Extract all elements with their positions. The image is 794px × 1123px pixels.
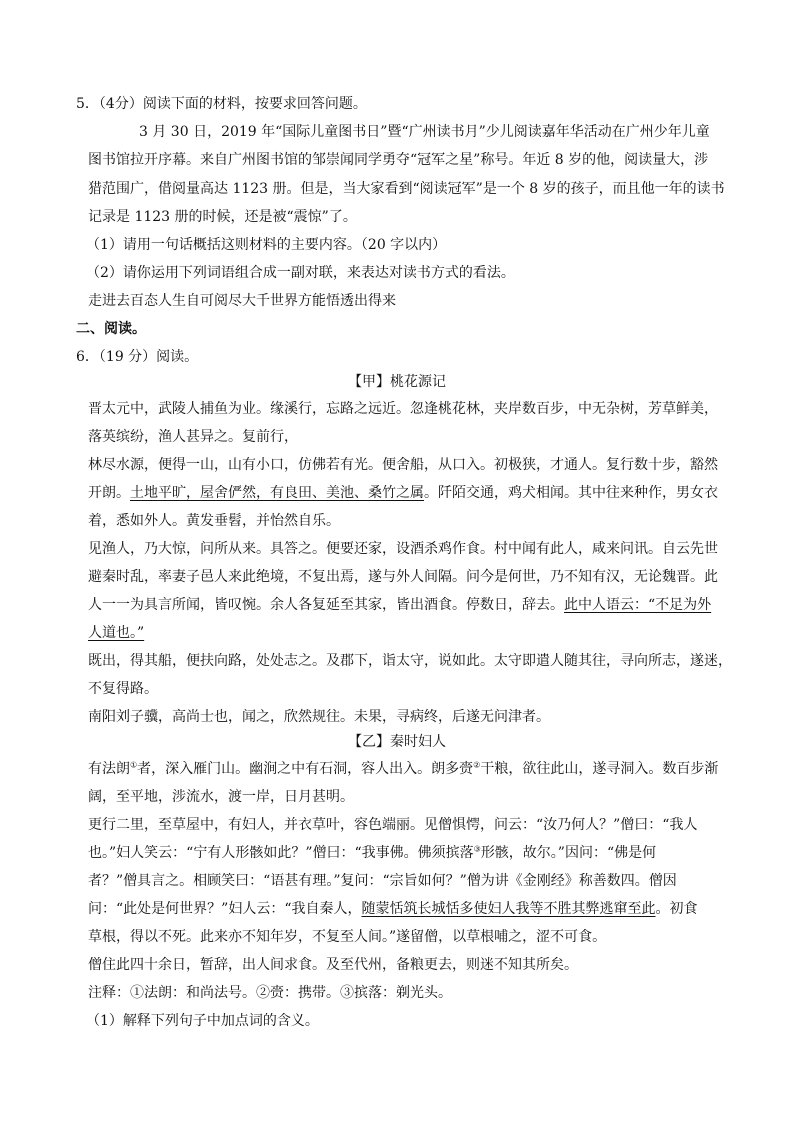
passage-jia-line [88, 484, 718, 502]
passage-jia-line: 避秦时乱，率妻子邑人来此绝境，不复出焉，遂与外人间隔。问今是何世，乃不知有汉，无论魏晋。此 [88, 569, 718, 585]
q5-subquestion-2: （2）请你运用下列词语组合成一副对联，来表达对读书方式的看法。 [86, 265, 515, 281]
q5-material-line: 记录是 1123 册的时候，还是被“震惊”了。 [88, 209, 357, 225]
q6-subquestion-1: （1）解释下列句子中加点词的含义。 [86, 1013, 319, 1029]
underlined-sentence: 随蒙恬筑长城恬多使妇人我等不胜其弊逃窜至此 [361, 901, 656, 917]
passage-jia-line: 既出，得其船，便扶向路，处处志之。及郡下，诣太守，说如此。太守即遣人随其往，寻向所志，遂迷， [88, 653, 732, 669]
passage-jia-line [88, 624, 144, 642]
footnote-marker: ② [473, 760, 481, 770]
passage-jia-line: 落英缤纷，渔人甚异之。复前行， [88, 429, 298, 445]
passage-jia-line: 林尽水源，便得一山，山有小口，仿佛若有光。便舍船，从口入。初极狭，才通人。复行数十步，豁然 [88, 457, 718, 473]
text-segment: 开朗。 [88, 485, 130, 501]
passage-yi-line: 更行二里，至草屋中，有妇人，并衣草叶，容色端丽。见僧惧愕，问云：“汝乃何人？”僧曰：“我人 [88, 817, 698, 833]
text-segment: 形骸，故尔。”因问：“佛是何 [480, 845, 657, 861]
text-segment: 也。”妇人笑云：“宁有人形骸如此？”僧曰：“我事佛。佛须摈落 [88, 845, 474, 861]
passage-jia-line: 晋太元中，武陵人捕鱼为业。缘溪行，忘路之远近。忽逢桃花林，夹岸数百步，中无杂树，芳草鲜美， [88, 401, 718, 417]
section-2-heading: 二、阅读。 [76, 321, 146, 337]
passage-jia-line: 不复得路。 [88, 681, 158, 697]
footnotes: 注释：①法朗：和尚法号。②赍：携带。③摈落：剃光头。 [88, 985, 452, 1001]
passage-jia-line [88, 596, 711, 614]
underlined-sentence: 土地平旷，屋舍俨然，有良田、美池、桑竹之属 [130, 485, 424, 501]
passage-yi-line [88, 900, 697, 918]
passage-yi-title: 【乙】秦时妇人 [348, 734, 446, 750]
text-segment: 者，深入雁门山。幽涧之中有石洞，容人出入。朗多赍 [137, 761, 474, 777]
text-segment: 有法朗 [88, 761, 130, 777]
text-segment: 干粮，欲往此山，遂寻洞入。数百步渐 [480, 761, 719, 777]
passage-jia-line: 着，悉如外人。黄发垂髫，并怡然自乐。 [88, 513, 340, 529]
q5-subquestion-1: （1）请用一句话概括这则材料的主要内容。（20 字以内） [86, 237, 447, 253]
passage-jia-line: 南阳刘子骥，高尚士也，闻之，欣然规往。未果，寻病终，后遂无问津者。 [88, 709, 550, 725]
passage-yi-line [88, 844, 656, 862]
footnote-marker: ③ [473, 844, 481, 854]
text-segment: 问：“此处是何世界？”妇人云：“我自秦人， [88, 901, 362, 917]
passage-yi-line [88, 760, 718, 778]
passage-yi-line: 草根，得以不死。此来亦不知年岁，不复至人间。”遂留僧，以草根哺之，涩不可食。 [88, 929, 607, 945]
text-segment: 人一一为具言所闻，皆叹惋。余人各复延至其家，皆出酒食。停数日，辞去。 [88, 597, 564, 613]
text-segment: 。初食 [655, 901, 698, 917]
text-segment: 。阡陌交通，鸡犬相闻。其中往来种作，男女衣 [424, 485, 718, 501]
q5-material-line: 图书馆拉开序幕。来自广州图书馆的邹崇闻同学勇夺“冠军之星”称号。年近 8 岁的他，阅读量大，涉 [88, 152, 709, 168]
q5-word-list: 走进去百态人生自可阅尽大千世界方能悟透出得来 [88, 293, 396, 309]
underlined-sentence: 此中人语云：“不足为外 [564, 597, 712, 613]
underlined-sentence: 人道也。” [88, 625, 145, 641]
passage-yi-line: 阔，至平地，涉流水，渡一岸，日月甚明。 [88, 789, 354, 805]
question-6-heading: 6．（19 分）阅读。 [76, 349, 199, 365]
passage-yi-line: 僧住此四十余日，暂辞，出人间求食。及至代州，备粮更去，则迷不知其所矣。 [88, 957, 578, 973]
question-5-heading: 5．（4分）阅读下面的材料，按要求回答问题。 [76, 96, 367, 112]
q5-material-line: 猎范围广，借阅量高达 1123 册。但是，当大家看到“阅读冠军”是一个 8 岁的孩子，而且他一年的读书 [88, 181, 725, 197]
passage-jia-line: 见渔人，乃大惊，问所从来。具答之。便要还家，设酒杀鸡作食。村中闻有此人，咸来问讯。自云先世 [88, 541, 718, 557]
q5-material-line: 3 月 30 日，2019 年“国际儿童图书日”暨“广州读书月”少儿阅读嘉年华活动在广州少年儿童 [139, 124, 710, 140]
passage-yi-line: 者？”僧具言之。相顾笑曰：“语甚有理。”复问：“宗旨如何？”僧为讲《金刚经》称善数四。僧因 [88, 873, 677, 889]
passage-jia-title: 【甲】桃花源记 [348, 374, 446, 390]
footnote-marker: ① [130, 760, 138, 770]
